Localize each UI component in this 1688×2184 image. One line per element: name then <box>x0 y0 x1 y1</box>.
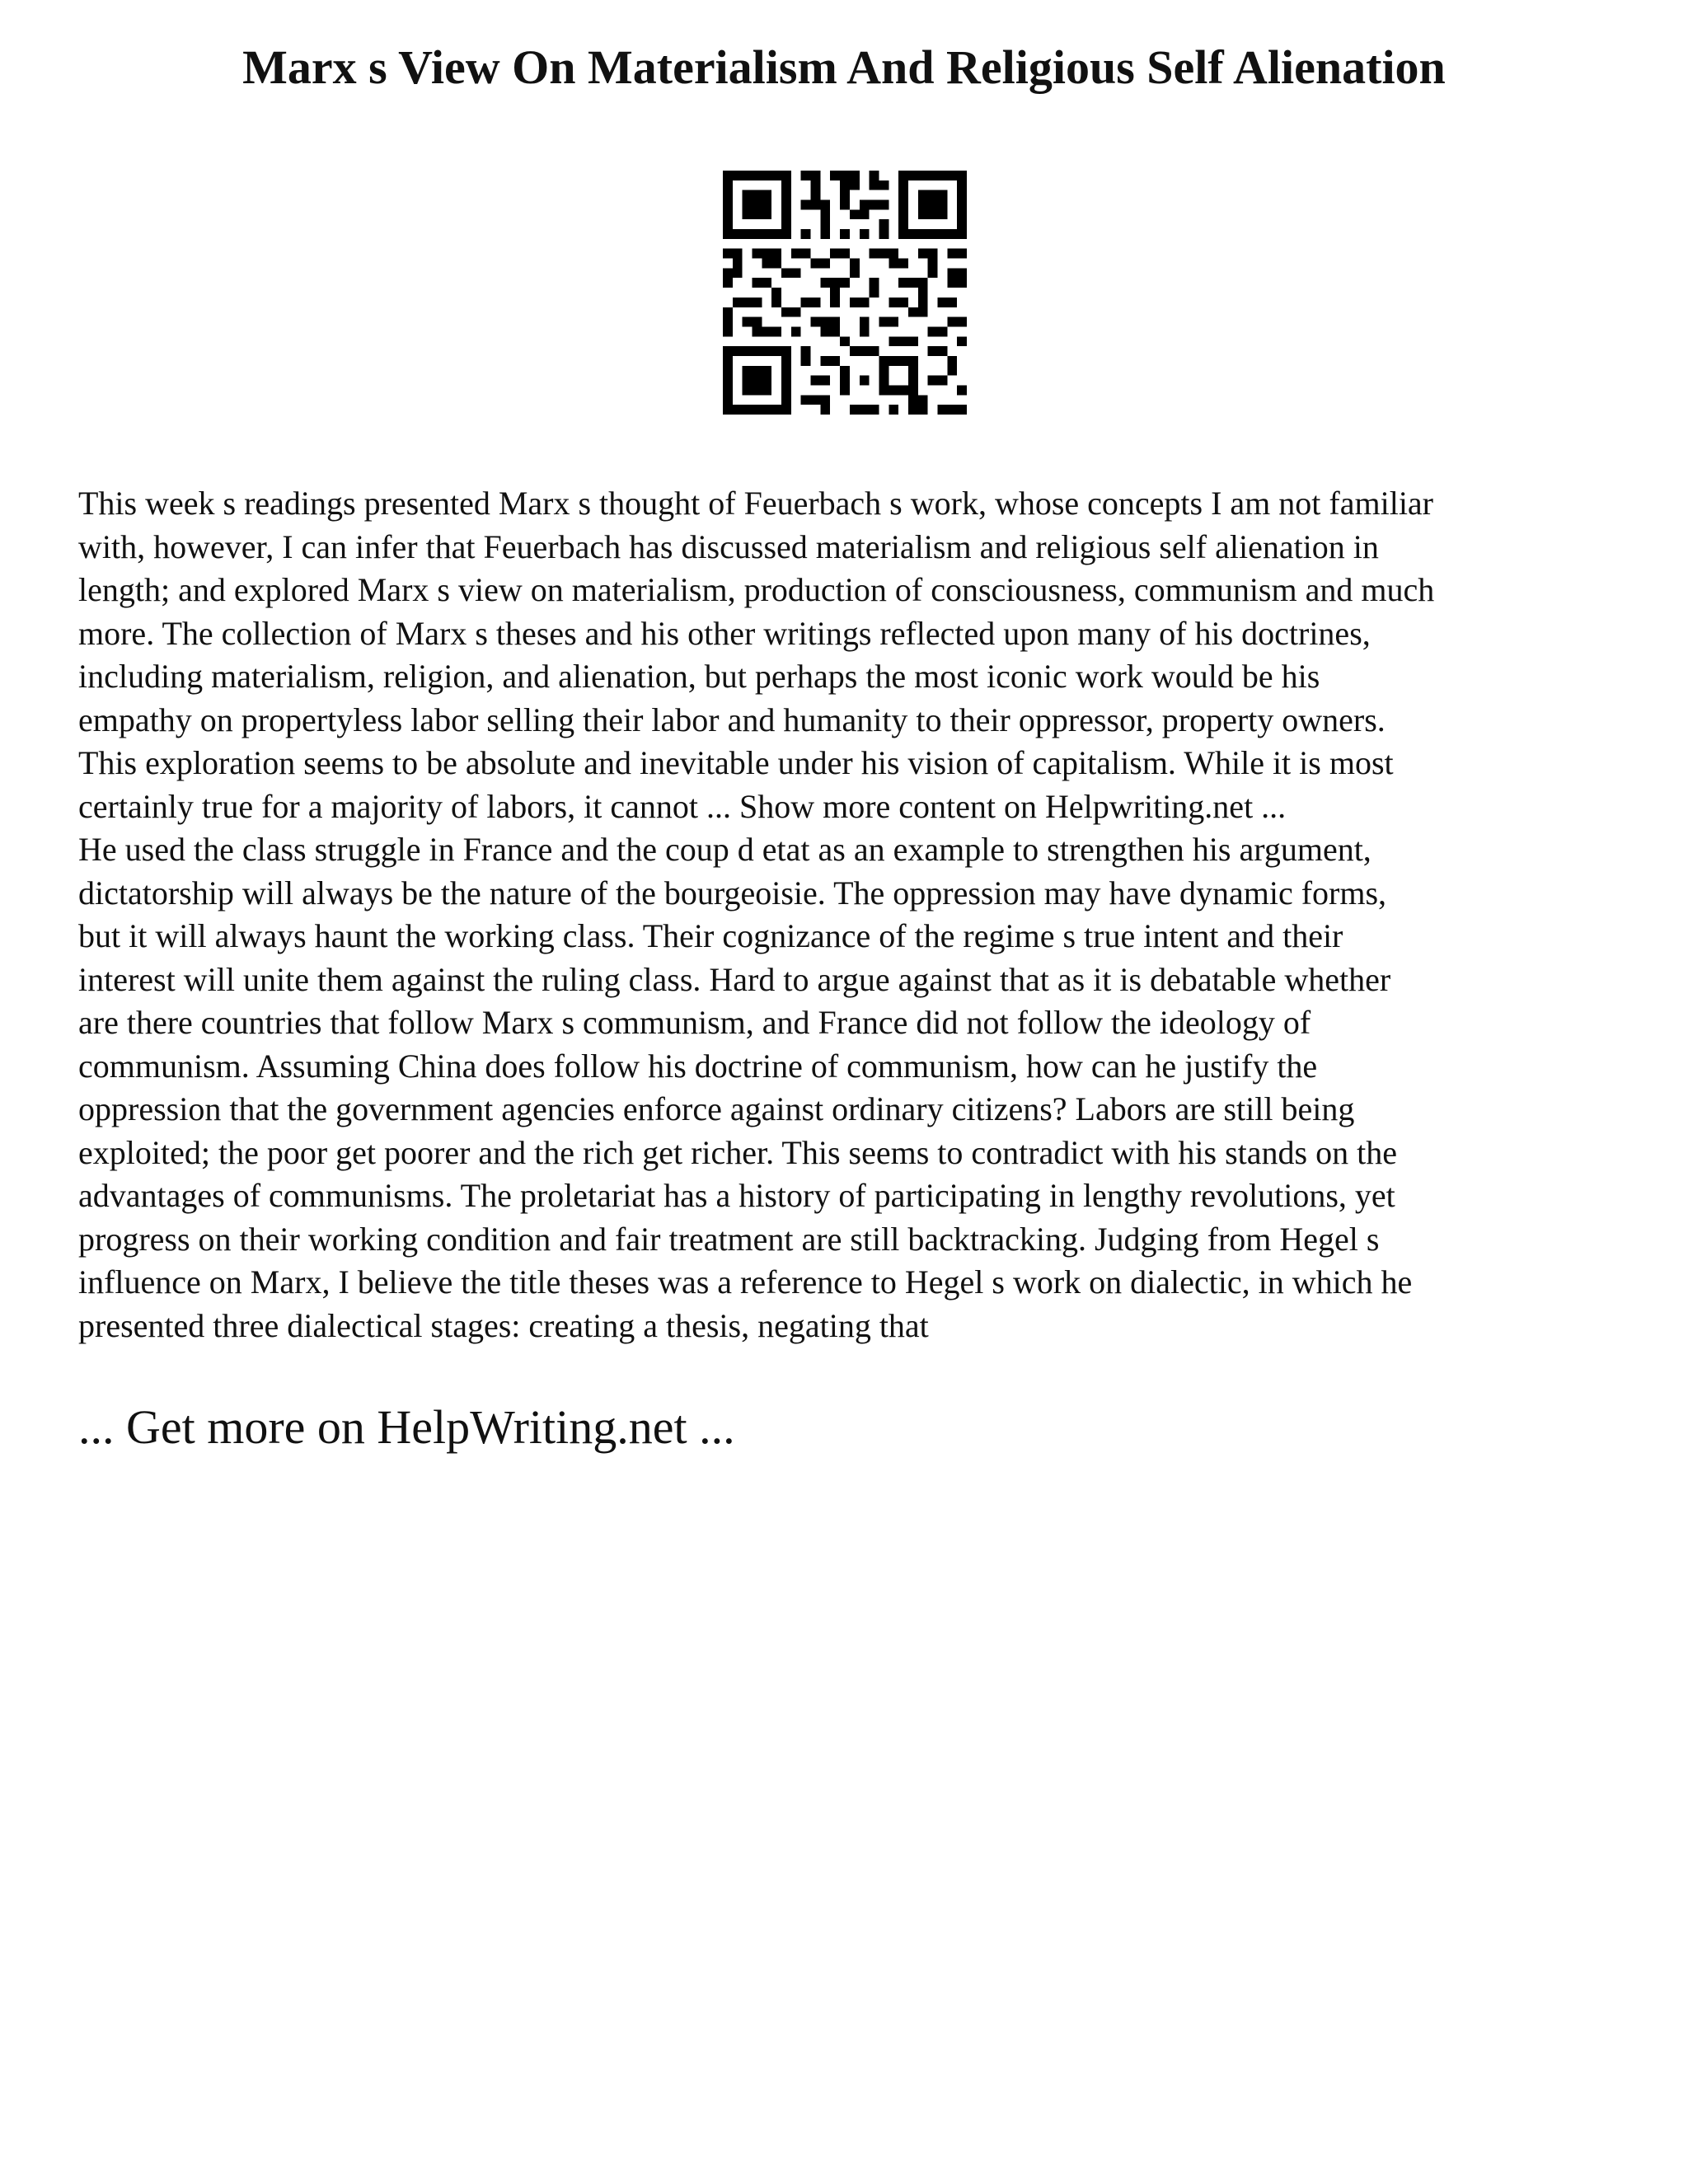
body-line: empathy on propertyless labor selling their labor and humanity to their oppressor, property owners. <box>78 701 1386 738</box>
document-title: Marx s View On Materialism And Religious Self Alienation <box>242 40 1446 94</box>
body-line: certainly true for a majority of labors, it cannot ... Show more content on Helpwriting.net ... <box>78 787 1287 825</box>
body-line: presented three dialectical stages: creating a thesis, negating that <box>78 1306 929 1344</box>
get-more-link[interactable]: ... Get more on HelpWriting.net ... <box>78 1400 735 1454</box>
body-line: This exploration seems to be absolute and inevitable under his vision of capitalism. While it is most <box>78 744 1394 781</box>
body-line: interest will unite them against the ruling class. Hard to argue against that as it is debatable whether <box>78 960 1391 998</box>
body-line: influence on Marx, I believe the title theses was a reference to Hegel s work on dialectic, in which he <box>78 1263 1413 1301</box>
body-line: advantages of communisms. The proletariat has a history of participating in lengthy revolutions, yet <box>78 1177 1395 1214</box>
body-line: progress on their working condition and fair treatment are still backtracking. Judging from Hegel s <box>78 1220 1380 1258</box>
body-line: He used the class struggle in France and the coup d etat as an example to strengthen his argument, <box>78 831 1372 868</box>
qr-code-icon <box>723 171 967 415</box>
document-body <box>78 482 1628 1347</box>
body-line: including materialism, religion, and alienation, but perhaps the most iconic work would be his <box>78 658 1320 695</box>
body-line: length; and explored Marx s view on materialism, production of consciousness, communism and much <box>78 571 1435 608</box>
body-line: oppression that the government agencies enforce against ordinary citizens? Labors are still being <box>78 1090 1355 1127</box>
body-line: but it will always haunt the working class. Their cognizance of the regime s true intent and their <box>78 917 1343 954</box>
body-line: dictatorship will always be the nature of the bourgeoisie. The oppression may have dynamic forms, <box>78 874 1387 912</box>
body-line: This week s readings presented Marx s thought of Feuerbach s work, whose concepts I am not familiar <box>78 485 1434 522</box>
body-line: communism. Assuming China does follow his doctrine of communism, how can he justify the <box>78 1047 1318 1085</box>
body-line: exploited; the poor get poorer and the rich get richer. This seems to contradict with his stands on the <box>78 1133 1397 1171</box>
body-line: with, however, I can infer that Feuerbach has discussed materialism and religious self alienation in <box>78 527 1379 565</box>
body-line: are there countries that follow Marx s communism, and France did not follow the ideology of <box>78 1004 1311 1041</box>
body-line: more. The collection of Marx s theses and his other writings reflected upon many of his doctrines, <box>78 614 1371 652</box>
